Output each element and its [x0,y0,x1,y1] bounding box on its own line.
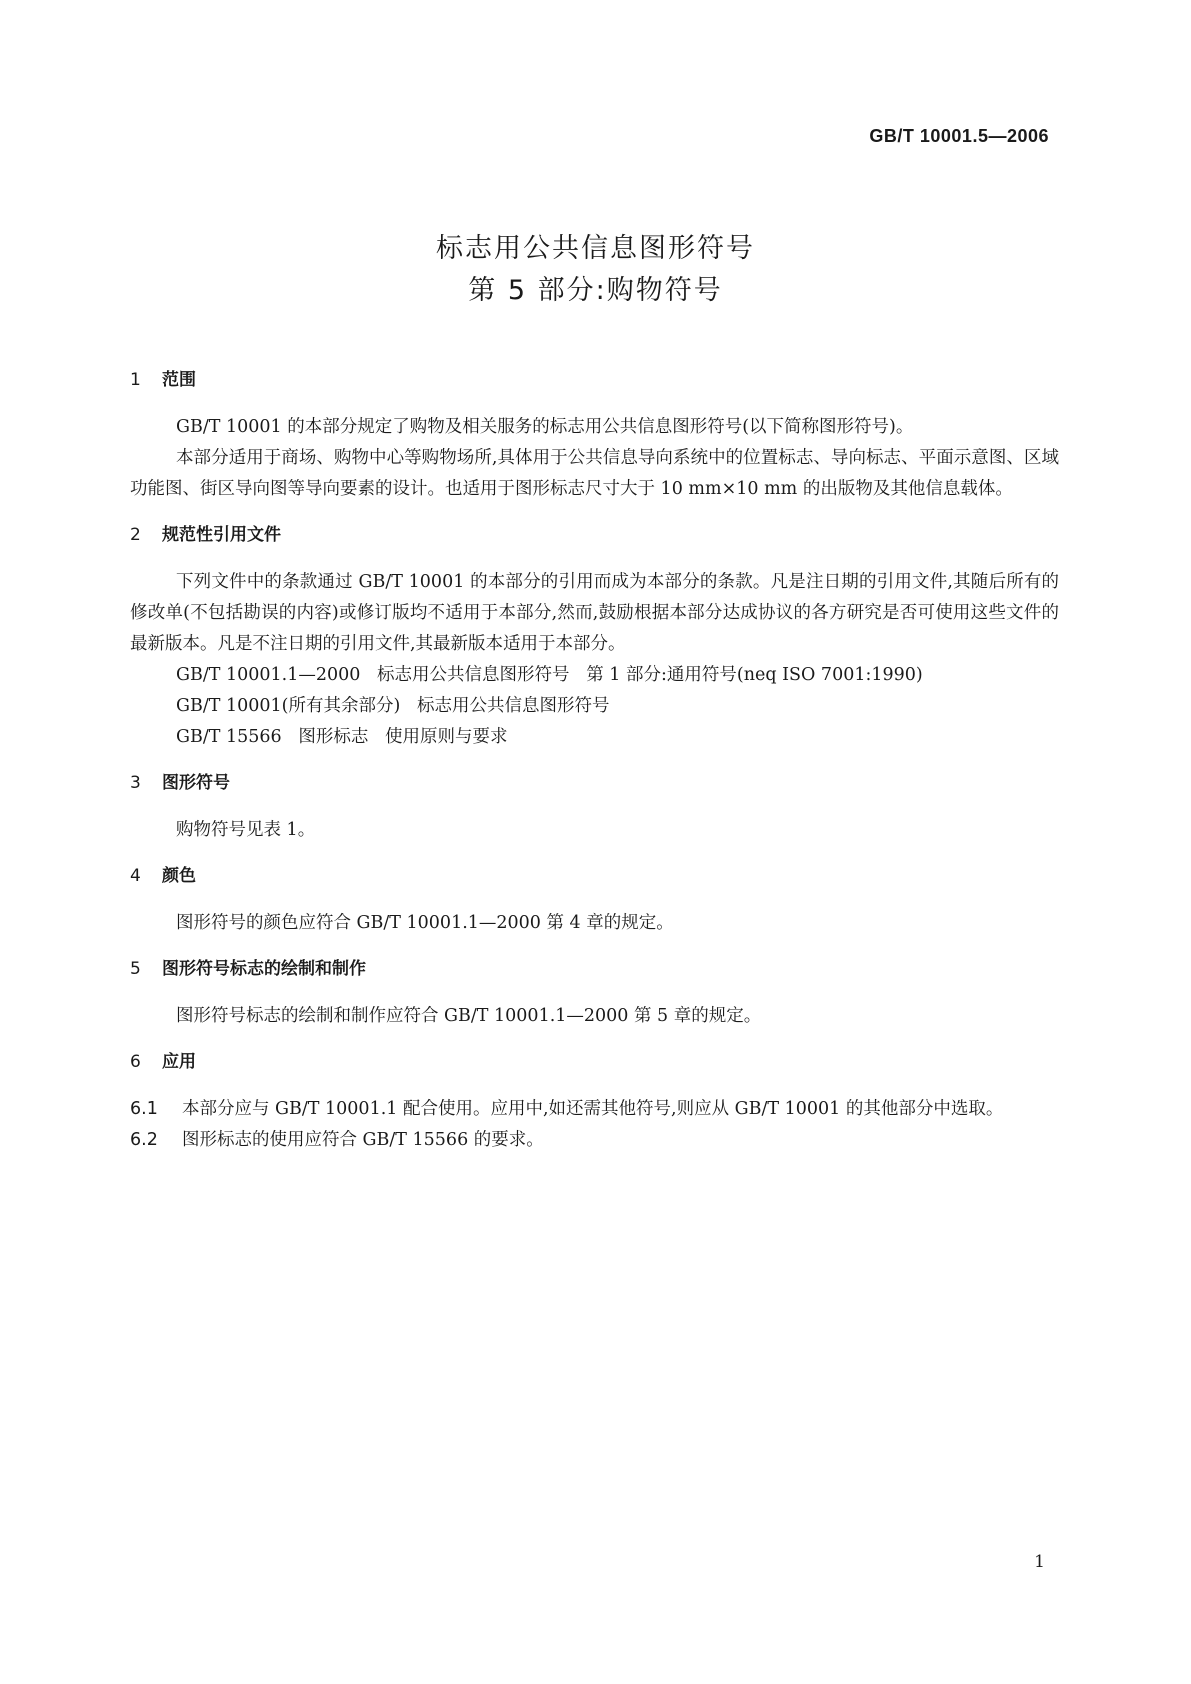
section-4-number: 4 [130,866,141,886]
section-5-heading [130,957,1059,981]
clause-6-1-text: 本部分应与 GB/T 10001.1 配合使用。应用中,如还需其他符号,则应从 GB/T 10001 的其他部分中选取。 [182,1099,1004,1119]
document-body [130,368,1059,1156]
title-line-1: 标志用公共信息图形符号 [436,233,755,264]
page-number: 1 [1034,1552,1045,1572]
section-3-paragraph-1: 购物符号见表 1。 [176,820,316,840]
section-1-heading [130,368,1059,392]
section-1-number: 1 [130,370,141,390]
section-3-heading [130,771,1059,795]
document-title [0,228,1191,312]
clause-6-1-number: 6.1 [130,1099,158,1119]
section-6-number: 6 [130,1052,141,1072]
section-5-title: 图形符号标志的绘制和制作 [162,959,366,979]
standard-code: GB/T 10001.5—2006 [869,126,1049,146]
section-4-title: 颜色 [162,866,196,886]
section-2-number: 2 [130,525,141,545]
normative-reference: GB/T 15566 图形标志 使用原则与要求 [176,727,508,747]
section-3-title: 图形符号 [162,773,230,793]
clause-6-2-number: 6.2 [130,1130,158,1150]
section-5-paragraph-1: 图形符号标志的绘制和制作应符合 GB/T 10001.1—2000 第 5 章的规定。 [176,1006,762,1026]
section-1-paragraph-2: 本部分适用于商场、购物中心等购物场所,具体用于公共信息导向系统中的位置标志、导向标志、平面示意图、区域功能图、街区导向图等导向要素的设计。也适用于图形标志尺寸大于 10 mm×10 mm 的出版物及其他信息载体。 [130,448,1059,499]
section-4-heading [130,864,1059,888]
section-6-title: 应用 [162,1052,196,1072]
normative-reference: GB/T 10001.1—2000 标志用公共信息图形符号 第 1 部分:通用符号(neq ISO 7001:1990) [176,665,923,685]
clause-6-2 [130,1125,1059,1156]
section-3-number: 3 [130,773,141,793]
section-2-heading [130,523,1059,547]
section-1-title: 范围 [162,370,196,390]
normative-reference: GB/T 10001(所有其余部分) 标志用公共信息图形符号 [176,696,610,716]
section-4-paragraph-1: 图形符号的颜色应符合 GB/T 10001.1—2000 第 4 章的规定。 [176,913,674,933]
section-5-number: 5 [130,959,141,979]
title-line-2: 第 5 部分:购物符号 [468,275,723,306]
clause-6-2-text: 图形标志的使用应符合 GB/T 15566 的要求。 [182,1130,544,1150]
section-2-paragraph-1: 下列文件中的条款通过 GB/T 10001 的本部分的引用而成为本部分的条款。凡是注日期的引用文件,其随后所有的修改单(不包括勘误的内容)或修订版均不适用于本部分,然而,鼓励根据本部分达成协议的各方研究是否可使用这些文件的最新版本。凡是不注日期的引用文件,其最新版本适用于本部分。 [130,572,1059,654]
section-2-title: 规范性引用文件 [162,525,281,545]
section-1-paragraph-1: GB/T 10001 的本部分规定了购物及相关服务的标志用公共信息图形符号(以下简称图形符号)。 [176,417,914,437]
clause-6-1 [130,1094,1059,1125]
section-6-heading [130,1050,1059,1074]
